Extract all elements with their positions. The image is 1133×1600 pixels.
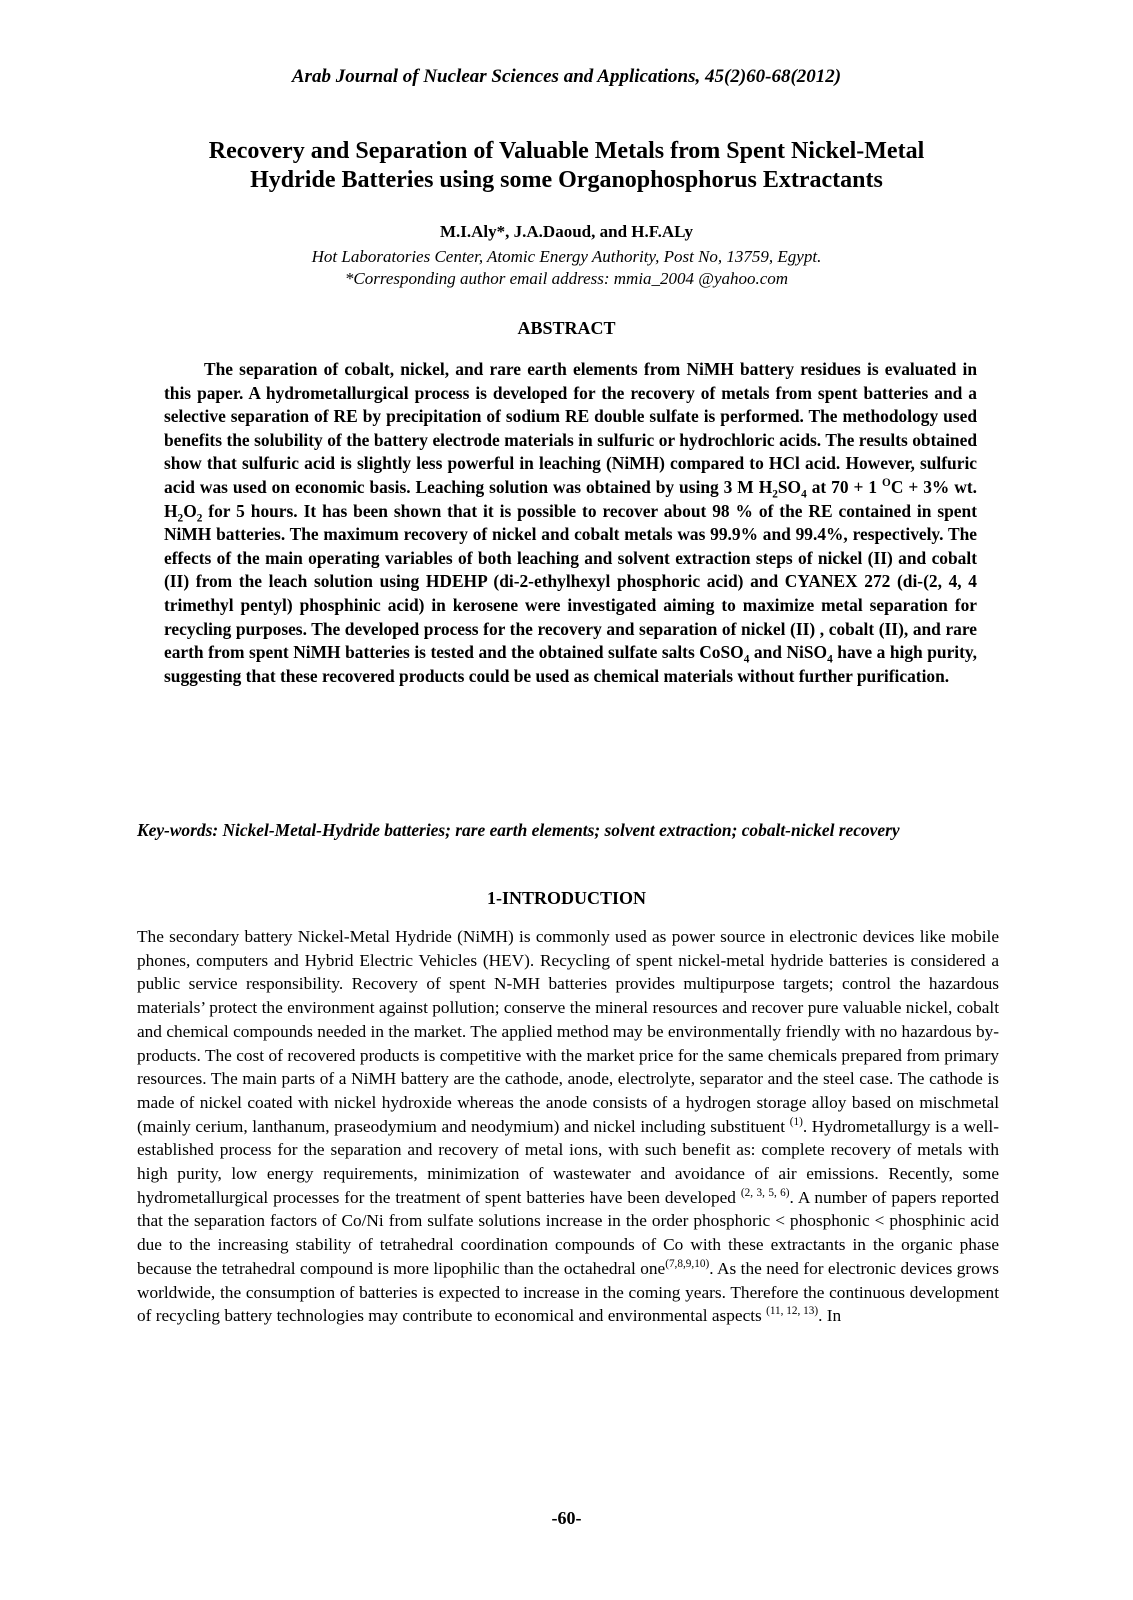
title-line-1: Recovery and Separation of Valuable Metals from Spent Nickel-Metal [208, 138, 925, 164]
intro-part: . A number of papers reported that the separation factors of Co/Ni from sulfate solutions increase in the order phosphoric < phosphonic < phosphinic acid due to the increasing stability of tetrahedral coordination compounds of Co with these extractants in the organic phase because the tetrahedral compound is more lipophilic than the octahedral one [137, 1187, 999, 1278]
citation: (2, 3, 5, 6) [740, 1186, 790, 1199]
abstract-part: and NiSO [749, 642, 828, 663]
introduction-heading: 1-INTRODUCTION [486, 888, 646, 908]
abstract-part: C + 3% wt. H [164, 476, 977, 521]
introduction-text [137, 925, 999, 1328]
abstract-heading: ABSTRACT [517, 318, 616, 338]
paper-title [150, 137, 983, 195]
subscript: 2 [177, 512, 184, 525]
citation: (11, 12, 13) [766, 1305, 819, 1318]
journal-header: Arab Journal of Nuclear Sciences and Applications, 45(2)60-68(2012) [291, 66, 842, 87]
abstract-part: have a high purity, suggesting that these recovered products could be used as chemical materials without further purification. [164, 642, 978, 686]
subscript: 4 [743, 653, 750, 666]
authors: M.I.Aly*, J.A.Daoud, and H.F.ALy [439, 222, 693, 241]
affiliation: Hot Laboratories Center, Atomic Energy Authority, Post No, 13759, Egypt. [311, 247, 822, 266]
abstract-part: at 70 + 1 [806, 476, 883, 497]
affiliation-block [0, 246, 1133, 290]
subscript: 2 [196, 512, 203, 525]
superscript: O [882, 477, 891, 490]
subscript: 2 [772, 488, 778, 501]
keywords: Key-words: Nickel-Metal-Hydride batteries; rare earth elements; solvent extraction; cobalt-nickel recovery [137, 820, 900, 840]
title-line-2: Hydride Batteries using some Organophosphorus Extractants [250, 167, 883, 193]
citation: (1) [789, 1115, 803, 1128]
page-number: -60- [551, 1508, 582, 1528]
subscript: 4 [801, 488, 807, 501]
abstract-part: SO [777, 476, 802, 497]
abstract-part: for 5 hours. It has been shown that it is possible to recover about 98 % of the RE contained in spent NiMH batteries. The maximum recovery of nickel and cobalt metals was 99.9% and 99.4%, respectively. The effects of the main operating variables of both leaching and solvent extraction steps of nickel (II) and cobalt (II) from the leach solution using HDEHP (di-2-ethylhexyl phosphoric acid) and CYANEX 272 (di-(2, 4, 4 trimethyl pentyl) phosphinic acid) in kerosene were investigated aiming to maximize metal separation for recycling purposes. The developed process for the recovery and separation of nickel (II) , cobalt (II), and rare earth from spent NiMH batteries is tested and the obtained sulfate salts CoSO [164, 500, 977, 663]
citation: (7,8,9,10) [665, 1258, 710, 1271]
abstract-part: The separation of cobalt, nickel, and rare earth elements from NiMH battery residues is evaluated in this paper. A hydrometallurgical process is developed for the recovery of metals from spent batteries and a selective separation of RE by precipitation of sodium RE double sulfate is performed. The methodology used benefits the solubility of the battery electrode materials in sulfuric or hydrochloric acids. The results obtained show that sulfuric acid is slightly less powerful in leaching (NiMH) compared to HCl acid. However, sulfuric acid was used on economic basis. Leaching solution was obtained by using 3 M H [164, 359, 977, 497]
abstract-text [164, 358, 977, 688]
subscript: 4 [827, 653, 833, 666]
abstract-part: O [183, 500, 197, 521]
intro-part: . In [818, 1306, 842, 1326]
intro-part: . As the need for electronic devices grows worldwide, the consumption of batteries is expected to increase in the coming years. Therefore the continuous development of recycling battery technologies may contribute to economical and environmental aspects [137, 1258, 999, 1326]
intro-part: . Hydrometallurgy is a well-established process for the separation and recovery of metal ions, with such benefit as: complete recovery of metals with high purity, low energy requirements, minimization of wastewater and avoidance of air emissions. Recently, some hydrometallurgical processes for the treatment of spent batteries have been developed [137, 1116, 999, 1207]
corresponding-author: *Corresponding author email address: mmia_2004 @yahoo.com [344, 269, 789, 288]
intro-part: The secondary battery Nickel-Metal Hydride (NiMH) is commonly used as power source in electronic devices like mobile phones, computers and Hybrid Electric Vehicles (HEV). Recycling of spent nickel-metal hydride batteries is considered a public service responsibility. Recovery of spent N-MH batteries provides multipurpose targets; control the hazardous materials’ protect the environment against pollution; conserve the mineral resources and recover pure valuable nickel, cobalt and chemical compounds needed in the market. The applied method may be environmentally friendly with no hazardous by-products. The cost of recovered products is competitive with the market price for the same chemicals prepared from primary resources. The main parts of a NiMH battery are the cathode, anode, electrolyte, separator and the steel case. The cathode is made of nickel coated with nickel hydroxide whereas the anode consists of a hydrogen storage alloy based on mischmetal (mainly cerium, lanthanum, praseodymium and neodymium) and nickel including substituent [137, 927, 999, 1136]
